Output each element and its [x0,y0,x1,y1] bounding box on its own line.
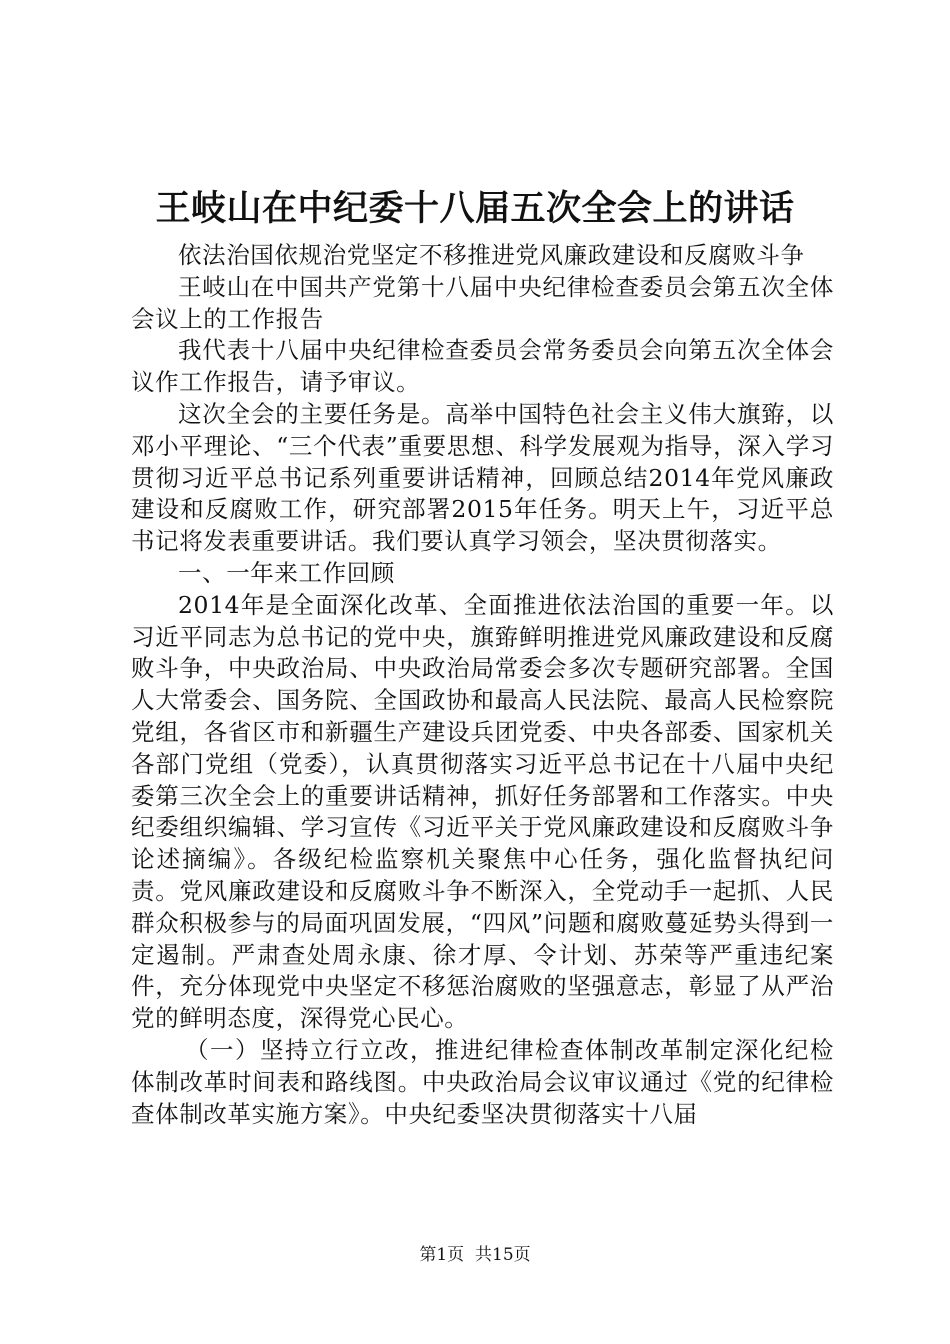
paragraph-intro: 我代表十八届中央纪律检查委员会常务委员会向第五次全体会议作工作报告，请予审议。 [131,336,834,397]
document-body [131,240,834,1130]
paragraph-tasks: 这次全会的主要任务是。高举中国特色社会主义伟大旗臶，以邓小平理论、“三个代表”重要思想、科学发展观为指导，深入学习贯彻习近平总书记系列重要讲话精神，回顾总结2014年党风廉政建设和反腐败工作，研究部署2015年任务。明天上午，习近平总书记将发表重要讲话。我们要认真学习领会，坚决贯彻落实。 [131,399,834,556]
paragraph-subtitle: 依法治国依规治党坚定不移推进党风廉政建设和反腐败斗争 [178,241,805,269]
page-total: 共15页 [475,1245,531,1265]
page-number: 第1页 [419,1245,465,1265]
paragraph-review: 2014年是全面深化改革、全面推进依法治国的重要一年。以习近平同志为总书记的党中央，旗臶鲜明推进党风廉政建设和反腐败斗争，中央政治局、中央政治局常委会多次专题研究部署。全国人大常委会、国务院、全国政协和最高人民法院、最高人民检察院党组，各省区市和新疆生产建设兵团党委、中央各部委、国家机关各部门党组（党委），认真贯彻落实习近平总书记在十八届中央纪委第三次全会上的重要讲话精神，抓好任务部署和工作落实。中央纪委组织编辑、学习宣传《习近平关于党风廉政建设和反腐败斗争论述摘编》。各级纪检监察机关聚焦中心任务，强化监督执纪问责。党风廉政建设和反腐败斗争不断深入，全党动手一起抓、人民群众积极参与的局面巩固发展，“四风”问题和腐败蔓延势头得到一定遏制。严肃查处周永康、徐才厚、令计划、苏荣等严重违纪案件，充分体现党中央坚定不移惩治腐败的坚强意志，彰显了从严治党的鲜明态度，深得党心民心。 [131,590,834,1033]
document-title: 王岐山在中纪委十八届五次全会上的讲话 [155,188,795,229]
paragraph-report-title: 王岐山在中国共产党第十八届中央纪律检查委员会第五次全体会议上的工作报告 [131,272,834,333]
footer-separator [464,1245,475,1265]
section-heading: 一、一年来工作回顾 [178,558,395,587]
page-footer [0,1244,950,1266]
paragraph-subsection-1: （一）坚持立行立改，推进纪律检查体制改革制定深化纪检体制改革时间表和路线图。中央政治局会议审议通过《党的纪律检查体制改革实施方案》。中央纪委坚决贯彻落实十八届 [131,1035,834,1128]
